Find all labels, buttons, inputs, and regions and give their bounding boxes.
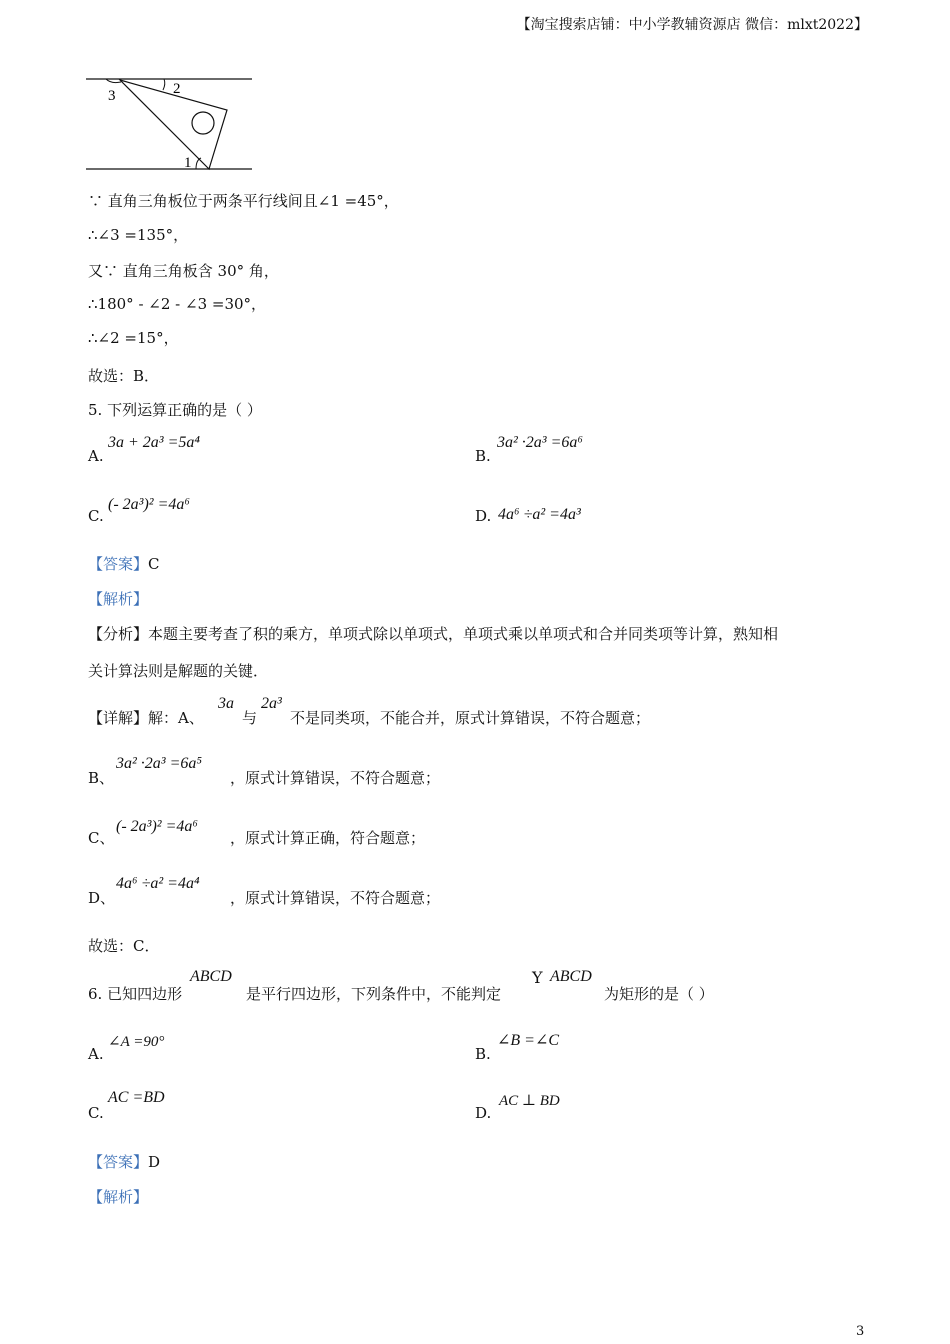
q5-detail-b-expr: 3a² ·2a³ =6a⁵ — [116, 755, 202, 772]
q6-option-c-label: C. — [88, 1104, 104, 1122]
q6-answer-value: D — [148, 1153, 161, 1171]
q4-solution-line-2: ∴∠3 =135°， — [88, 226, 189, 244]
q5-detail-tag: 【详解】 — [88, 709, 149, 727]
q6-option-b-label: B. — [475, 1045, 491, 1063]
q5-option-d-label: D. — [475, 507, 492, 525]
angle-2-label: 2 — [173, 81, 181, 97]
q5-answer-value: C — [148, 555, 160, 573]
q4-solution-line-1: ∵ 直角三角板位于两条平行线间且∠1 =45°， — [88, 192, 399, 210]
q4-solution-line-5: ∴∠2 =15°， — [88, 329, 179, 347]
q4-solution-line-3: 又∵ 直角三角板含 30° 角， — [88, 262, 279, 280]
q5-option-b-expr: 3a² ·2a³ =6a⁶ — [497, 434, 583, 451]
q6-answer — [88, 1151, 160, 1172]
q6-stem-suffix: 为矩形的是（ ） — [604, 985, 714, 1003]
q6-answer-tag: 【答案】 — [88, 1153, 149, 1171]
q6-option-d-label: D. — [475, 1104, 492, 1122]
page-header: 【淘宝搜索店铺：中小学教辅资源店 微信：mlxt2022】 — [516, 17, 868, 33]
q5-fenxi-text-1: 本题主要考查了积的乘方，单项式除以单项式，单项式乘以单项式和合并同类项等计算，熟知相 — [148, 625, 779, 643]
q5-fenxi-line-2: 关计算法则是解题的关键． — [88, 662, 269, 680]
q5-analysis-tag: 【解析】 — [88, 590, 149, 608]
q5-detail-d-expr: 4a⁶ ÷a² =4a⁴ — [116, 875, 200, 892]
q6-analysis-tag: 【解析】 — [88, 1188, 149, 1206]
q5-detail-b-suffix: ，原式计算错误，不符合题意； — [230, 769, 441, 787]
q5-answer — [88, 553, 160, 574]
q5-option-a-expr: 3a + 2a³ =5a⁴ — [108, 434, 200, 451]
q6-stem-abcd-2: ABCD — [550, 968, 592, 985]
q6-option-a-label: A. — [88, 1045, 104, 1063]
q5-detail-a-term2: 2a³ — [261, 695, 282, 712]
q5-stem: 5. 下列运算正确的是（ ） — [88, 401, 262, 419]
q6-stem-prefix: 6. 已知四边形 — [88, 985, 183, 1003]
q6-stem-mid: 是平行四边形，下列条件中，不能判定 — [246, 985, 502, 1003]
q5-detail-c-expr: (- 2a³)² =4a⁶ — [116, 818, 198, 835]
q5-option-d-expr: 4a⁶ ÷a² =4a³ — [498, 506, 581, 523]
page-number: 3 — [856, 1324, 865, 1339]
q6-option-a-expr: ∠A =90° — [108, 1034, 165, 1050]
q5-detail-d-prefix: D、 — [88, 889, 116, 907]
q6-option-c-expr: AC =BD — [108, 1089, 165, 1106]
q5-detail-a-start — [88, 707, 204, 728]
q4-solution-line-4: ∴180° - ∠2 - ∠3 =30°， — [88, 295, 267, 313]
q6-stem-symbol: Y — [532, 968, 543, 987]
triangle-hole — [192, 112, 214, 134]
angle-2-arc — [163, 79, 165, 90]
q5-detail-d-suffix: ，原式计算错误，不符合题意； — [230, 889, 441, 907]
q5-detail-a-term1: 3a — [218, 695, 234, 712]
triangle-parallel-lines-figure — [84, 72, 256, 174]
q6-option-d-expr: AC ⊥ BD — [499, 1093, 560, 1109]
q5-option-c-expr: (- 2a³)² =4a⁶ — [108, 496, 190, 513]
q5-detail-b-prefix: B、 — [88, 769, 115, 787]
q5-choice: 故选：C． — [88, 937, 160, 955]
q5-fenxi-line-1 — [88, 623, 778, 644]
q6-option-b-expr: ∠B =∠C — [497, 1032, 560, 1049]
q5-answer-tag: 【答案】 — [88, 555, 149, 573]
q5-detail-a-mid: 与 — [242, 709, 258, 727]
q5-fenxi-tag: 【分析】 — [88, 625, 149, 643]
angle-1-label: 1 — [184, 155, 192, 171]
q5-detail-c-suffix: ，原式计算正确，符合题意； — [230, 829, 426, 847]
q5-option-a-label: A. — [88, 447, 104, 465]
q5-detail-a-suffix: 不是同类项，不能合并，原式计算错误，不符合题意； — [290, 709, 651, 727]
q5-option-c-label: C. — [88, 507, 104, 525]
q5-option-b-label: B. — [475, 447, 491, 465]
angle-3-label: 3 — [108, 88, 116, 104]
q5-detail-a-prefix: 解：A、 — [148, 709, 204, 727]
q6-stem-abcd: ABCD — [190, 968, 232, 985]
q4-choice: 故选：B． — [88, 367, 160, 385]
q5-detail-c-prefix: C、 — [88, 829, 115, 847]
